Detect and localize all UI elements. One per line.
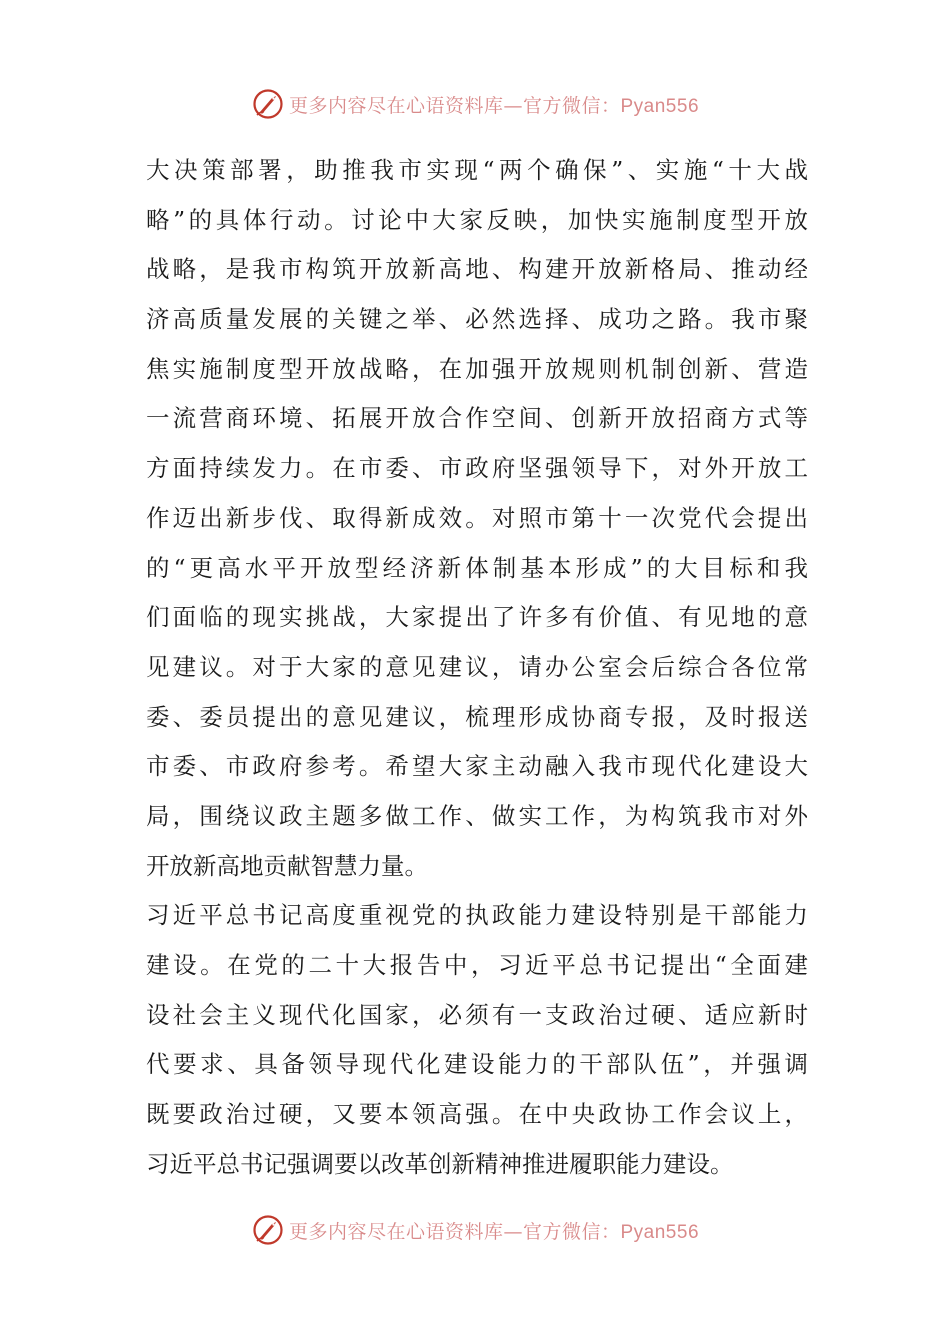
text-line: 局，围绕议政主题多做工作、做实工作，为构筑我市对外 — [146, 801, 808, 830]
text-line: 习近平总书记高度重视党的执政能力建设特别是干部能力 — [146, 901, 808, 930]
text-line: 作迈出新步伐、取得新成效。对照市第十一次党代会提出 — [146, 503, 808, 532]
text-line: 见建议。对于大家的意见建议，请办公室会后综合各位常 — [146, 652, 808, 681]
header-banner-text: 更多内容尽在心语资料库—官方微信：Pyan556 — [288, 94, 700, 117]
text-line: 习近平总书记强调要以改革创新精神推进履职能力建设。 — [146, 1149, 734, 1178]
text-line: 方面持续发力。在市委、市政府坚强领导下，对外开放工 — [146, 454, 808, 483]
footer-banner — [0, 1210, 950, 1250]
text-line: 们面临的现实挑战，大家提出了许多有价值、有见地的意 — [146, 603, 808, 632]
text-line: 市委、市政府参考。希望大家主动融入我市现代化建设大 — [146, 752, 808, 781]
text-line: 的“更高水平开放型经济新体制基本形成”的大目标和我 — [146, 553, 808, 582]
text-line: 略”的具体行动。讨论中大家反映，加快实施制度型开放 — [146, 205, 808, 234]
text-line: 代要求、具备领导现代化建设能力的干部队伍”，并强调 — [146, 1050, 808, 1079]
text-line: 焦实施制度型开放战略，在加强开放规则机制创新、营造 — [146, 354, 808, 383]
text-line: 战略，是我市构筑开放新高地、构建开放新格局、推动经 — [146, 255, 808, 284]
text-line: 既要政治过硬，又要本领高强。在中央政协工作会议上， — [146, 1100, 808, 1129]
text-line: 建设。在党的二十大报告中，习近平总书记提出“全面建 — [146, 951, 808, 979]
pen-nib-logo-icon — [251, 1213, 285, 1247]
footer-banner-text: 更多内容尽在心语资料库—官方微信：Pyan556 — [288, 1220, 700, 1243]
paragraph-2 — [146, 891, 808, 1189]
text-line: 大决策部署，助推我市实现“两个确保”、实施“十大战 — [146, 156, 808, 184]
header-wechat-id: Pyan556 — [620, 95, 700, 117]
pen-nib-logo-icon — [251, 87, 285, 121]
footer-wechat-id: Pyan556 — [620, 1221, 700, 1243]
paragraph-1 — [146, 146, 808, 891]
text-line: 济高质量发展的关键之举、必然选择、成功之路。我市聚 — [146, 305, 808, 334]
text-line: 设社会主义现代化国家，必须有一支政治过硬、适应新时 — [146, 1000, 808, 1029]
text-line: 一流营商环境、拓展开放合作空间、创新开放招商方式等 — [146, 404, 808, 433]
document-body — [146, 146, 808, 1189]
text-line: 委、委员提出的意见建议，梳理形成协商专报，及时报送 — [146, 702, 808, 731]
header-banner — [0, 84, 950, 124]
text-line: 开放新高地贡献智慧力量。 — [146, 851, 428, 880]
